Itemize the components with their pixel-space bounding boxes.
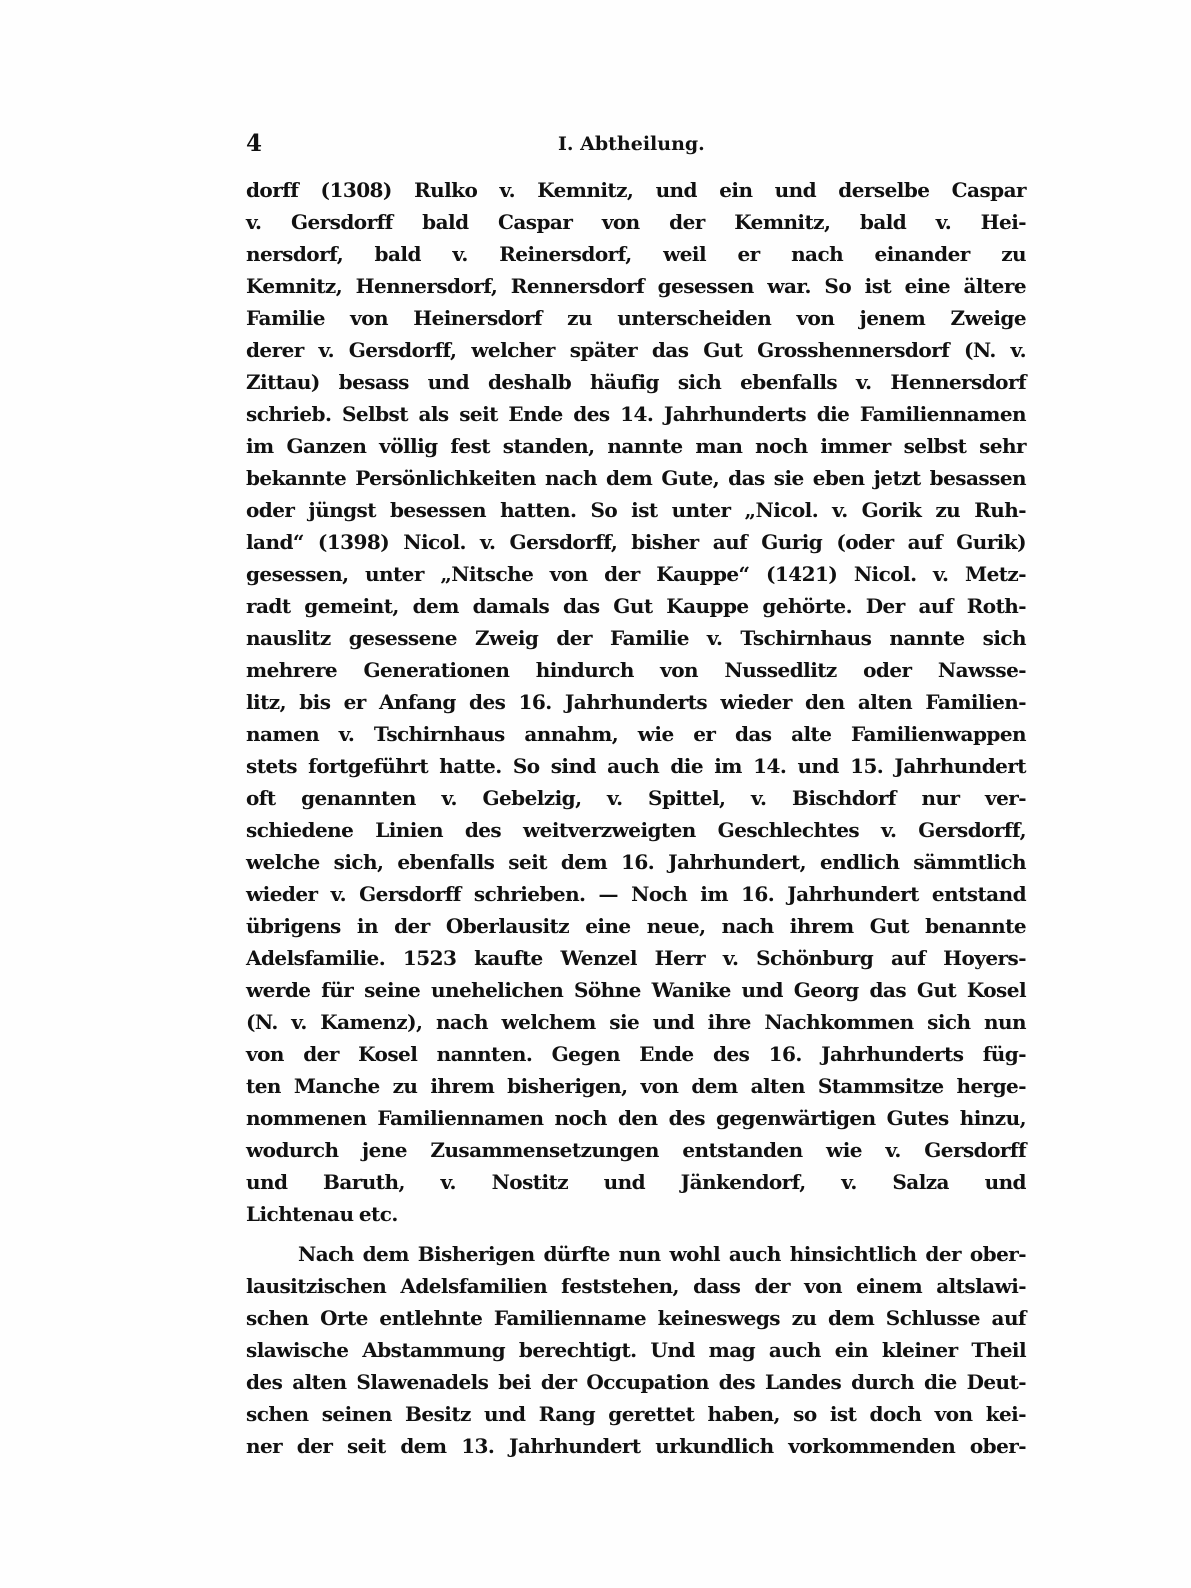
text-line: wieder v. Gersdorff schrieben. — Noch im 16. Jahrhundert entstand — [246, 882, 1026, 906]
text-line: nersdorf, bald v. Reinersdorf, weil er nach einander zu — [246, 242, 1026, 266]
text-line: im Ganzen völlig fest standen, nannte man noch immer selbst sehr — [246, 434, 1026, 458]
text-line: nommenen Familiennamen noch den des gegenwärtigen Gutes hinzu, — [246, 1106, 1026, 1130]
text-line: welche sich, ebenfalls seit dem 16. Jahrhundert, endlich sämmtlich — [246, 850, 1026, 874]
text-line: (N. v. Kamenz), nach welchem sie und ihre Nachkommen sich nun — [246, 1010, 1026, 1034]
text-line: ner der seit dem 13. Jahrhundert urkundlich vorkommenden ober- — [246, 1434, 1026, 1458]
text-line: ten Manche zu ihrem bisherigen, von dem alten Stammsitze herge- — [246, 1074, 1026, 1098]
text-line: derer v. Gersdorff, welcher später das Gut Grosshennersdorf (N. v. — [246, 338, 1026, 362]
text-line: lausitzischen Adelsfamilien feststehen, dass der von einem altslawi- — [246, 1274, 1026, 1298]
text-line: gesessen, unter „Nitsche von der Kauppe“ (1421) Nicol. v. Metz- — [246, 562, 1026, 586]
paragraph-2 — [246, 1238, 1026, 1462]
body-text — [246, 174, 1026, 1462]
text-line: dorff (1308) Rulko v. Kemnitz, und ein und derselbe Caspar — [246, 178, 1026, 202]
text-line: von der Kosel nannten. Gegen Ende des 16. Jahrhunderts füg- — [246, 1042, 1026, 1066]
text-line: Kemnitz, Hennersdorf, Rennersdorf gesessen war. So ist eine ältere — [246, 274, 1026, 298]
text-line: Nach dem Bisherigen dürfte nun wohl auch hinsichtlich der ober- — [298, 1242, 1026, 1266]
text-line: schrieb. Selbst als seit Ende des 14. Jahrhunderts die Familiennamen — [246, 402, 1026, 426]
text-line: stets fortgeführt hatte. So sind auch die im 14. und 15. Jahrhundert — [246, 754, 1026, 778]
text-line: litz, bis er Anfang des 16. Jahrhunderts wieder den alten Familien- — [246, 690, 1026, 714]
page-header — [246, 124, 1026, 164]
text-line: Familie von Heinersdorf zu unterscheiden von jenem Zweige — [246, 306, 1026, 330]
text-line: bekannte Persönlichkeiten nach dem Gute, das sie eben jetzt besassen — [246, 466, 1026, 490]
running-title: I. Abtheilung. — [558, 133, 705, 155]
text-line: oder jüngst besessen hatten. So ist unter „Nicol. v. Gorik zu Ruh- — [246, 498, 1026, 522]
text-line: Adelsfamilie. 1523 kaufte Wenzel Herr v. Schönburg auf Hoyers- — [246, 946, 1026, 970]
page-number: 4 — [246, 130, 263, 157]
text-line: übrigens in der Oberlausitz eine neue, nach ihrem Gut benannte — [246, 914, 1026, 938]
paragraph-1 — [246, 174, 1026, 1230]
text-line: und Baruth, v. Nostitz und Jänkendorf, v. Salza und — [246, 1170, 1026, 1194]
text-line: schiedene Linien des weitverzweigten Geschlechtes v. Gersdorff, — [246, 818, 1026, 842]
text-line: schen seinen Besitz und Rang gerettet haben, so ist doch von kei- — [246, 1402, 1026, 1426]
text-line: oft genannten v. Gebelzig, v. Spittel, v. Bischdorf nur ver- — [246, 786, 1026, 810]
text-line: slawische Abstammung berechtigt. Und mag auch ein kleiner Theil — [246, 1338, 1026, 1362]
text-line: land“ (1398) Nicol. v. Gersdorff, bisher auf Gurig (oder auf Gurik) — [246, 530, 1026, 554]
text-line: des alten Slawenadels bei der Occupation des Landes durch die Deut- — [246, 1370, 1026, 1394]
paragraph-gap — [246, 1230, 1026, 1238]
text-line: wodurch jene Zusammensetzungen entstanden wie v. Gersdorff — [246, 1138, 1026, 1162]
text-line: nauslitz gesessene Zweig der Familie v. Tschirnhaus nannte sich — [246, 626, 1026, 650]
text-line: werde für seine unehelichen Söhne Wanike und Georg das Gut Kosel — [246, 978, 1026, 1002]
text-line: schen Orte entlehnte Familienname keineswegs zu dem Schlusse auf — [246, 1306, 1026, 1330]
text-line: namen v. Tschirnhaus annahm, wie er das alte Familienwappen — [246, 722, 1026, 746]
text-line: v. Gersdorff bald Caspar von der Kemnitz, bald v. Hei- — [246, 210, 1026, 234]
text-line: mehrere Generationen hindurch von Nussedlitz oder Nawsse- — [246, 658, 1026, 682]
text-line: Zittau) besass und deshalb häufig sich ebenfalls v. Hennersdorf — [246, 370, 1026, 394]
text-line: radt gemeint, dem damals das Gut Kauppe gehörte. Der auf Roth- — [246, 594, 1026, 618]
text-line: Lichtenau etc. — [246, 1202, 398, 1226]
